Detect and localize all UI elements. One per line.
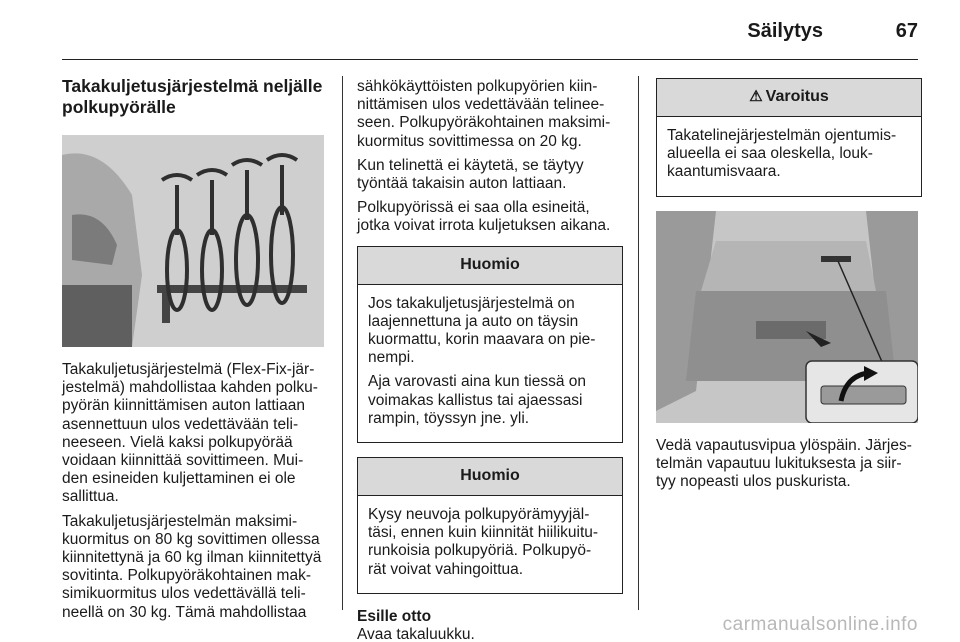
- load-paragraph: Takakuljetusjärjestelmän maksimi- kuormitus on 80 kg sovittimen ollessa kiinnitettynä ja 60 kg ilman kiinnitettyä sovitinta. Polkupyöräkohtainen mak- simikuormitus ulos vedettävällä teli- neellä on 30 kg. Tämä mahdollistaa: [62, 512, 322, 621]
- bike-carrier-photo: [62, 135, 324, 347]
- col2-paragraph-2: Kun telinettä ei käytetä, se täytyy työntää takaisin auton lattiaan.: [357, 156, 584, 193]
- section-title: Säilytys: [747, 20, 823, 42]
- intro-paragraph: Takakuljetusjärjestelmä (Flex-Fix-jär- jestelmä) mahdollistaa kahden polku- pyörän kiinnittämisen auton lattiaan asennettuun ulos vedettävään teli- neeseen. Vielä kaksi polkupyörää voidaan kiinnittää sovittimeen. Mui- den esineiden kuljettaminen ei ole sallittua.: [62, 361, 318, 506]
- col2-paragraph-3: Polkupyörissä ei saa olla esineitä, jotka voivat irrota kuljetuksen aikana.: [357, 199, 611, 235]
- column-divider-right: [638, 76, 639, 610]
- page-header: [62, 20, 918, 60]
- release-lever-paragraph: Vedä vapautusvipua ylöspäin. Järjes- telmän vapautuu lukituksesta ja siir- tyy nopeasti ulos puskurista.: [656, 436, 912, 491]
- column-2: [357, 78, 623, 642]
- warning-text: Takatelinejärjestelmän ojentumis- alueella ei saa oleskella, louk- kaantumisvaara.: [667, 127, 897, 181]
- page-number: 67: [895, 20, 918, 42]
- watermark: carmanualsonline.info: [722, 614, 918, 635]
- warning-triangle-icon: ⚠: [749, 88, 763, 106]
- release-lever-photo: [656, 211, 918, 423]
- col2-paragraph-1: sähkökäyttöisten polkupyörien kiin- nittämisen ulos vedettävään telinee- seen. Polkupyöräkohtainen maksimi- kuormitus sovittimessa on 20 kg.: [357, 78, 611, 150]
- open-tailgate-text: Avaa takaluukku.: [357, 626, 475, 642]
- column-1: [62, 76, 328, 628]
- column-divider-left: [342, 76, 343, 610]
- notice-1-text-1: Jos takakuljetusjärjestelmä on laajennettuna ja auto on täysin kuormattu, korin maavara on pie- nempi.: [368, 294, 596, 367]
- notice-1-text-2: Aja varovasti aina kun tiessä on voimakas kallistus tai ajaessasi rampin, töyssyn jne. yli.: [368, 373, 586, 427]
- column-3: [656, 78, 922, 497]
- notice-title: Huomio: [358, 458, 622, 496]
- notice-box-2: [357, 457, 623, 594]
- notice-title: Huomio: [358, 247, 622, 285]
- warning-title: Varoitus: [765, 88, 829, 106]
- notice-2-text: Kysy neuvoja polkupyörämyyjäl- täsi, ennen kuin kiinnität hiilikuitu- runkoisia polkupyöriä. Polkupyö- rät voivat vahingoittua.: [368, 506, 599, 578]
- warning-box: [656, 78, 922, 197]
- subheading: Esille otto: [357, 607, 432, 625]
- section-heading: Takakuljetusjärjestelmä neljälle polkupyörälle: [62, 76, 323, 117]
- notice-box-1: [357, 246, 623, 443]
